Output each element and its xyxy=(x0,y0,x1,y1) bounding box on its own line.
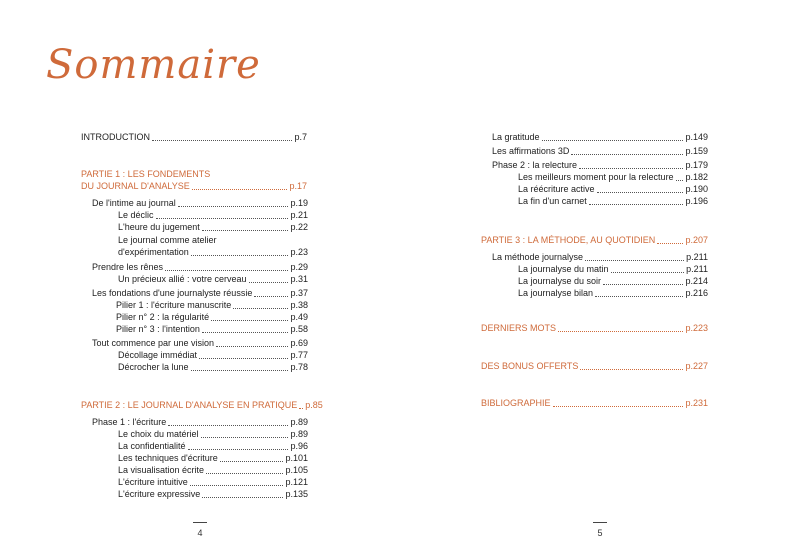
toc-entry[interactable] xyxy=(118,362,308,373)
part-1-title-line: PARTIE 1 : LES FONDEMENTS xyxy=(81,169,211,179)
toc-page: p.85 xyxy=(305,400,323,410)
toc-label: La réécriture active xyxy=(518,184,595,194)
toc-label: L'écriture expressive xyxy=(118,489,201,499)
toc-page: p.159 xyxy=(685,146,708,156)
toc-label: Pilier n° 3 : l'intention xyxy=(116,324,200,334)
toc-entry[interactable] xyxy=(92,417,308,428)
toc-entry[interactable] xyxy=(116,300,308,311)
toc-entry-bonus[interactable] xyxy=(481,361,708,372)
toc-page: p.77 xyxy=(290,350,308,360)
toc-page: p.135 xyxy=(285,489,308,499)
page-number-rule xyxy=(593,522,607,523)
toc-entry[interactable] xyxy=(92,338,308,349)
toc-label: DERNIERS MOTS xyxy=(481,323,557,333)
toc-entry[interactable] xyxy=(116,324,308,335)
toc-page: p.23 xyxy=(290,247,308,257)
toc-leader xyxy=(220,461,284,462)
toc-leader xyxy=(676,180,684,181)
toc-label: De l'intime au journal xyxy=(92,198,176,208)
toc-label: La fin d'un carnet xyxy=(518,196,587,206)
toc-leader xyxy=(611,272,685,273)
toc-entry[interactable] xyxy=(518,264,708,275)
toc-page: p.49 xyxy=(290,312,308,322)
toc-label: La visualisation écrite xyxy=(118,465,205,475)
toc-leader xyxy=(202,332,289,333)
toc-label: d'expérimentation xyxy=(118,247,189,257)
toc-page: p.89 xyxy=(290,417,308,427)
toc-page: p.211 xyxy=(686,264,708,274)
toc-label: Les affirmations 3D xyxy=(492,146,570,156)
toc-label: L'écriture intuitive xyxy=(118,477,188,487)
toc-label: La gratitude xyxy=(492,132,540,142)
toc-label: Phase 2 : la relecture xyxy=(492,160,578,170)
toc-page: p.101 xyxy=(285,453,308,463)
toc-page: p.196 xyxy=(685,196,708,206)
toc-page: p.223 xyxy=(685,323,708,333)
toc-label: Le déclic xyxy=(118,210,154,220)
toc-entry-part-1[interactable] xyxy=(81,181,307,192)
page-number-left: 4 xyxy=(197,528,203,538)
toc-page: p.227 xyxy=(685,361,708,371)
toc-entry[interactable] xyxy=(92,288,308,299)
toc-page: p.190 xyxy=(685,184,708,194)
toc-page: p.211 xyxy=(686,252,708,262)
toc-entry[interactable] xyxy=(518,172,708,183)
toc-entry[interactable] xyxy=(92,262,308,273)
toc-page: p.105 xyxy=(285,465,308,475)
toc-entry[interactable] xyxy=(518,288,708,299)
toc-leader xyxy=(553,406,684,407)
toc-leader xyxy=(542,140,684,141)
toc-label: La méthode journalyse xyxy=(492,252,584,262)
toc-page: p.182 xyxy=(685,172,708,182)
toc-page: p.214 xyxy=(685,276,708,286)
toc-label: Les techniques d'écriture xyxy=(118,453,218,463)
toc-label: Pilier n° 2 : la régularité xyxy=(116,312,210,322)
toc-page: p.38 xyxy=(290,300,308,310)
toc-leader xyxy=(156,218,289,219)
toc-entry-bibliographie[interactable] xyxy=(481,398,708,409)
toc-leader xyxy=(254,296,288,297)
toc-leader xyxy=(165,270,288,271)
toc-leader xyxy=(249,282,289,283)
toc-leader xyxy=(191,255,289,256)
toc-label: Les fondations d'une journalyste réussie xyxy=(92,288,253,298)
toc-leader xyxy=(585,260,684,261)
toc-label: La journalyse du matin xyxy=(518,264,609,274)
toc-entry-line: Le journal comme atelier xyxy=(118,235,217,245)
toc-entry-derniers-mots[interactable] xyxy=(481,323,708,334)
toc-page: p.149 xyxy=(685,132,708,142)
toc-label: DES BONUS OFFERTS xyxy=(481,361,579,371)
toc-label: Prendre les rênes xyxy=(92,262,164,272)
toc-entry[interactable] xyxy=(118,350,308,361)
toc-page: p.207 xyxy=(685,235,708,245)
toc-leader xyxy=(206,473,283,474)
toc-leader xyxy=(201,437,289,438)
toc-leader xyxy=(188,449,289,450)
toc-entry[interactable] xyxy=(118,441,308,452)
toc-entry[interactable] xyxy=(118,489,308,500)
toc-label: INTRODUCTION xyxy=(81,132,150,142)
toc-entry[interactable] xyxy=(518,184,708,195)
toc-entry[interactable] xyxy=(518,196,708,207)
toc-leader xyxy=(589,204,684,205)
toc-label: Décrocher la lune xyxy=(118,362,189,372)
page-number-right: 5 xyxy=(597,528,603,538)
toc-leader xyxy=(603,284,683,285)
toc-leader xyxy=(168,425,288,426)
toc-label: Tout commence par une vision xyxy=(92,338,215,348)
toc-entry[interactable] xyxy=(492,146,708,157)
toc-leader xyxy=(580,369,683,370)
toc-label: BIBLIOGRAPHIE xyxy=(481,398,551,408)
toc-leader xyxy=(191,370,289,371)
toc-leader xyxy=(211,320,288,321)
toc-leader xyxy=(657,243,683,244)
toc-label: L'heure du jugement xyxy=(118,222,200,232)
toc-entry[interactable] xyxy=(492,160,708,171)
toc-label: Pilier 1 : l'écriture manuscrite xyxy=(116,300,232,310)
toc-leader xyxy=(152,140,292,141)
toc-label: Un précieux allié : votre cerveau xyxy=(118,274,247,284)
toc-page: p.58 xyxy=(290,324,308,334)
toc-leader xyxy=(216,346,288,347)
toc-label: La journalyse bilan xyxy=(518,288,594,298)
toc-label: PARTIE 2 : LE JOURNAL D'ANALYSE EN PRATIQUE xyxy=(81,400,298,410)
right-page xyxy=(400,0,800,560)
page-title: Sommaire xyxy=(46,42,261,88)
toc-page: p.22 xyxy=(290,222,308,232)
toc-page: p.21 xyxy=(290,210,308,220)
toc-entry[interactable] xyxy=(118,429,308,440)
toc-label: DU JOURNAL D'ANALYSE xyxy=(81,181,190,191)
toc-entry[interactable] xyxy=(492,252,708,263)
toc-page: p.7 xyxy=(294,132,307,142)
toc-page: p.96 xyxy=(290,441,308,451)
toc-entry[interactable] xyxy=(118,210,308,221)
toc-label: La journalyse du soir xyxy=(518,276,602,286)
toc-leader xyxy=(199,358,288,359)
toc-page: p.31 xyxy=(290,274,308,284)
toc-page: p.216 xyxy=(685,288,708,298)
toc-page: p.19 xyxy=(290,198,308,208)
toc-page: p.179 xyxy=(685,160,708,170)
toc-label: La confidentialité xyxy=(118,441,186,451)
toc-page: p.37 xyxy=(290,288,308,298)
toc-label: Les meilleurs moment pour la relecture xyxy=(518,172,674,182)
toc-page: p.231 xyxy=(685,398,708,408)
toc-label: Décollage immédiat xyxy=(118,350,198,360)
toc-entry-part-3[interactable] xyxy=(481,235,708,246)
toc-label: PARTIE 3 : LA MÉTHODE, AU QUOTIDIEN xyxy=(481,235,656,245)
toc-leader xyxy=(299,408,303,409)
toc-page: p.17 xyxy=(289,181,307,191)
toc-label: Phase 1 : l'écriture xyxy=(92,417,167,427)
toc-leader xyxy=(202,497,283,498)
toc-entry[interactable] xyxy=(118,453,308,464)
toc-leader xyxy=(190,485,284,486)
toc-entry[interactable] xyxy=(118,222,308,233)
toc-leader xyxy=(233,308,288,309)
toc-leader xyxy=(595,296,683,297)
toc-page: p.89 xyxy=(290,429,308,439)
page-number-rule xyxy=(193,522,207,523)
toc-leader xyxy=(579,168,683,169)
toc-entry[interactable] xyxy=(118,274,308,285)
toc-entry[interactable] xyxy=(116,312,308,323)
toc-entry[interactable] xyxy=(118,477,308,488)
toc-entry-introduction[interactable] xyxy=(81,132,307,143)
toc-leader xyxy=(558,331,683,332)
toc-leader xyxy=(571,154,683,155)
toc-leader xyxy=(597,192,684,193)
toc-page: p.69 xyxy=(290,338,308,348)
toc-page: p.121 xyxy=(285,477,308,487)
toc-entry[interactable] xyxy=(92,198,308,209)
toc-leader xyxy=(202,230,289,231)
toc-entry[interactable] xyxy=(118,465,308,476)
toc-entry[interactable] xyxy=(518,276,708,287)
toc-leader xyxy=(178,206,289,207)
toc-leader xyxy=(192,189,288,190)
toc-entry-part-2[interactable] xyxy=(81,400,323,411)
toc-page: p.29 xyxy=(290,262,308,272)
toc-page: p.78 xyxy=(290,362,308,372)
toc-entry[interactable] xyxy=(118,247,308,258)
toc-entry[interactable] xyxy=(492,132,708,143)
toc-label: Le choix du matériel xyxy=(118,429,199,439)
